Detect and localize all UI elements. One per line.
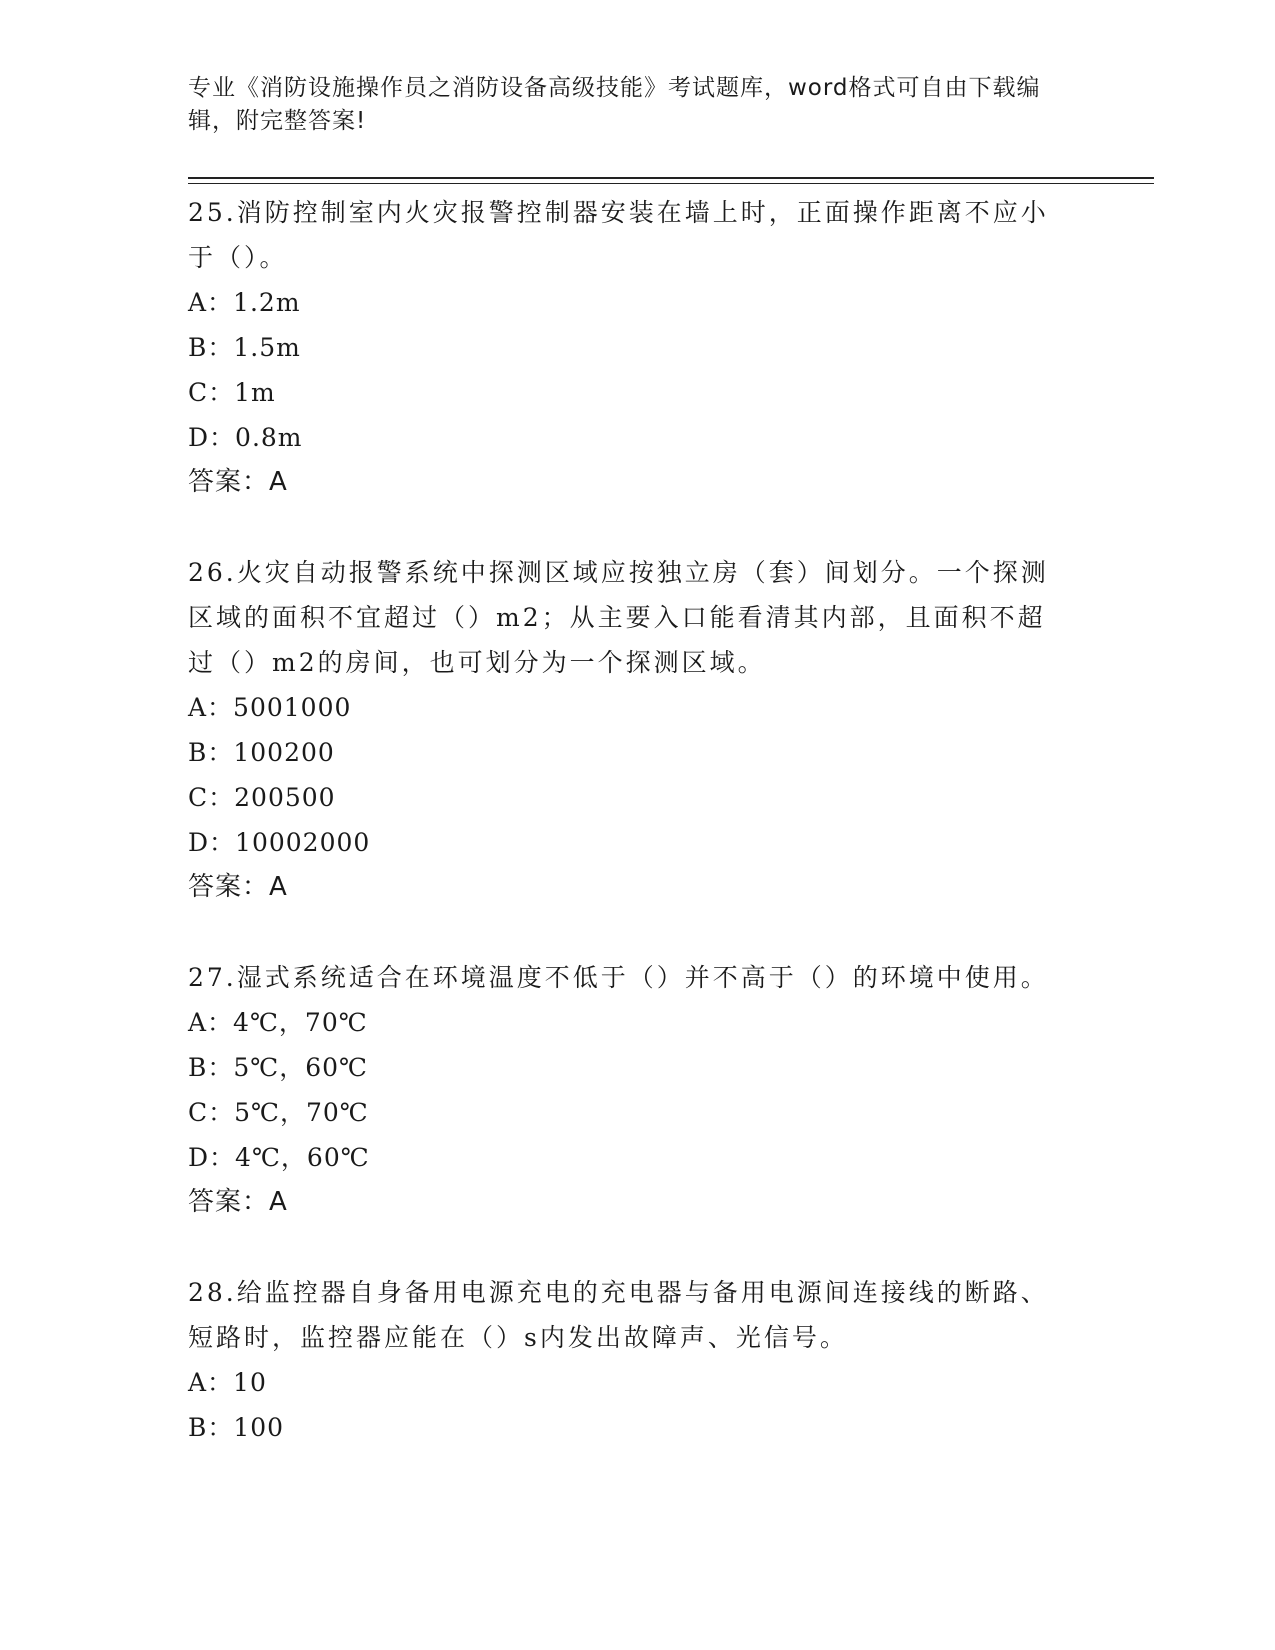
question-stem: 26.火灾自动报警系统中探测区域应按独立房（套）间划分。一个探测区域的面积不宜超过（）m2；从主要入口能看清其内部，且面积不超过（）m2的房间，也可划分为一个探测区域。 [188,558,1049,677]
option-a: A：4℃，70℃ [188,1008,368,1037]
option-a: A：1.2m [188,288,301,317]
question-stem: 28.给监控器自身备用电源充电的充电器与备用电源间连接线的断路、短路时，监控器应能在（）s内发出故障声、光信号。 [188,1278,1049,1352]
option-d: D：4℃，60℃ [188,1143,370,1172]
option-b: B：100200 [188,738,335,767]
question-28 [188,1270,1068,1450]
option-a: A：5001000 [188,693,352,722]
question-25 [188,190,1068,505]
option-b: B：5℃，60℃ [188,1053,369,1082]
document-header: 专业《消防设施操作员之消防设备高级技能》考试题库，word格式可自由下载编辑，附完整答案! [188,75,1041,134]
option-a: A：10 [188,1368,267,1397]
answer-line: 答案：A [188,467,288,497]
option-b: B：100 [188,1413,285,1442]
option-b: B：1.5m [188,333,301,362]
option-c: C：5℃，70℃ [188,1098,369,1127]
header-divider-thick [188,177,1154,179]
answer-line: 答案：A [188,1187,288,1217]
question-stem: 27.湿式系统适合在环境温度不低于（）并不高于（）的环境中使用。 [188,963,1049,992]
question-list [188,190,1068,1495]
question-stem: 25.消防控制室内火灾报警控制器安装在墙上时，正面操作距离不应小于（）。 [188,198,1049,272]
option-d: D：0.8m [188,423,303,452]
question-27 [188,955,1068,1225]
option-d: D：10002000 [188,828,371,857]
question-26 [188,550,1068,910]
option-c: C：200500 [188,783,336,812]
option-c: C：1m [188,378,276,407]
header-divider-thin [188,183,1154,184]
answer-line: 答案：A [188,872,288,902]
